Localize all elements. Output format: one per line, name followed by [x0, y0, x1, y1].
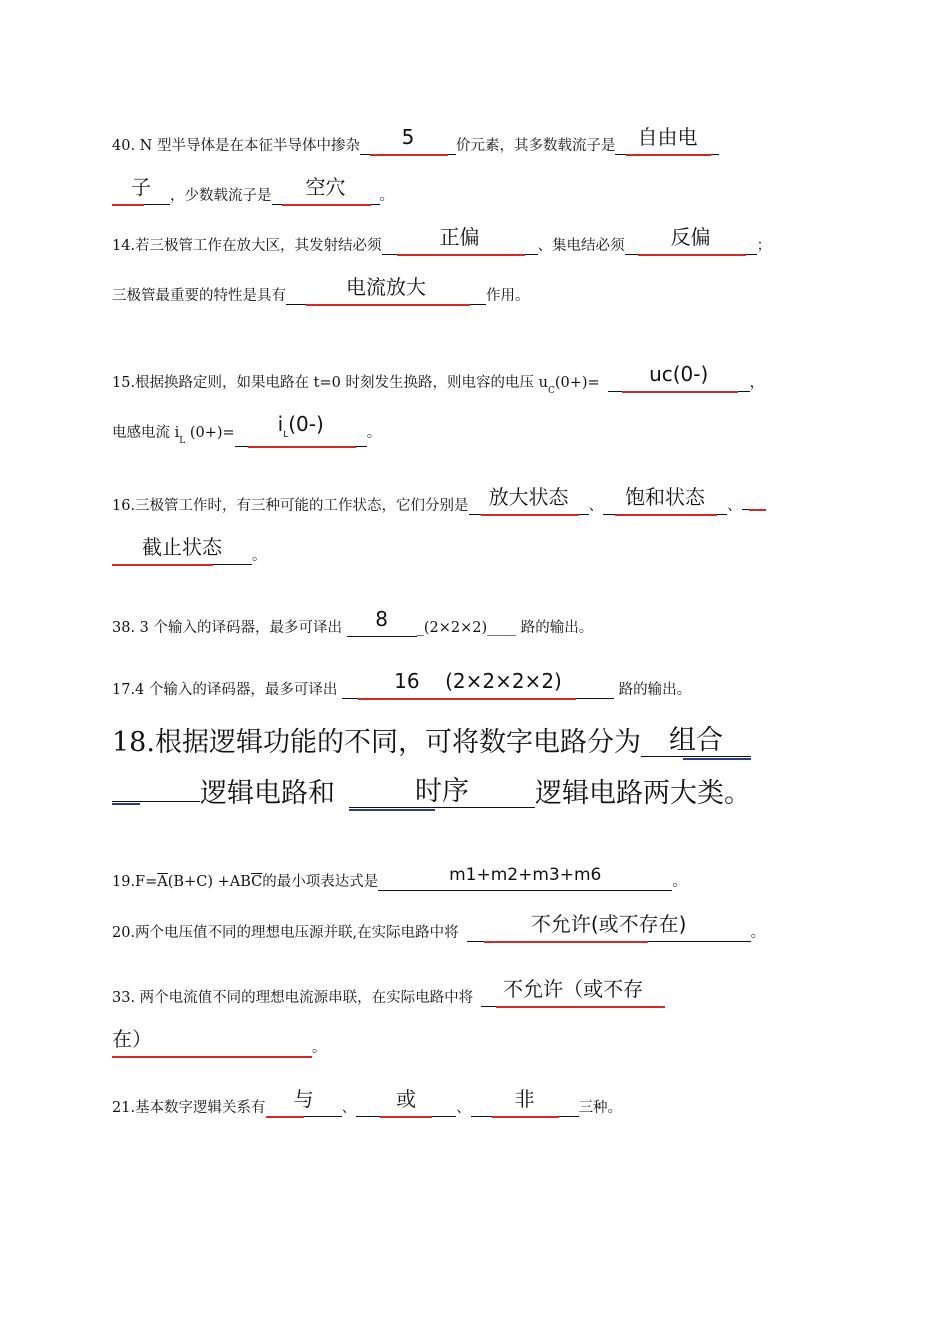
answer-blank: 正偏 — [382, 233, 538, 255]
answer-blank — [112, 801, 200, 802]
question-19: $19.F=\overline{A}(B+C) +AB\overline{C}$的最小项表达式是 m1+m2+m3+m6 。 — [112, 865, 687, 890]
question-15-line2: 电感电流 $i_L$ $(0+)= i_L(0-)$ 。 — [112, 412, 382, 446]
answer-blank: 空穴 — [272, 183, 380, 205]
question-20: 20.两个电压值不同的理想电压源并联,在实际电路中将 不允许(或不存在) 。 — [112, 912, 766, 941]
answer-blank: uc(0-) — [608, 370, 750, 392]
question-40-line2: 子 ，少数载流子是 空穴 。 — [112, 183, 394, 205]
answer-blank: 不允许（或不存 — [481, 985, 665, 1007]
answer-blank: 不允许(或不存在) — [467, 920, 751, 942]
question-18-line2: 逻辑电路和 时序 逻辑电路两大类。 — [112, 780, 751, 808]
answer-blank: 8 — [347, 615, 417, 637]
answer-blank: $i_L(0-)$ — [235, 420, 367, 447]
answer-blank: 在） — [112, 1035, 312, 1057]
answer-blank: 截止状态 — [112, 543, 252, 565]
answer-blank: 自由电 — [615, 133, 719, 155]
question-16-line2: 截止状态 。 — [112, 543, 267, 565]
question-21: 21.基本数字逻辑关系有 与 、 或 、 非 三种。 — [112, 1087, 623, 1116]
answer-blank: 时序 — [349, 780, 535, 808]
answer-blank: 16 (2×2×2×2) — [342, 677, 614, 699]
answer-blank: 5 — [360, 133, 456, 155]
question-38: 38. 3 个输入的译码器，最多可译出 8 _(2×2×2)____ 路的输出。 — [112, 607, 594, 636]
question-33-line1: 33. 两个电流值不同的理想电流源串联，在实际电路中将 不允许（或不存 — [112, 985, 665, 1007]
question-17: 17.4 个输入的译码器，最多可译出 16 (2×2×2×2) 路的输出。 — [112, 669, 692, 698]
answer-blank: 与 — [266, 1095, 342, 1117]
answer-blank: 非 — [471, 1095, 579, 1117]
question-14-line1: 14.若三极管工作在放大区，其发射结必须 正偏 、集电结必须 反偏 ； — [112, 225, 772, 254]
answer-blank: 子 — [112, 183, 170, 205]
answer-blank: 组合 — [641, 729, 751, 757]
question-15-line1: 15.根据换路定则，如果电路在 t=0 时刻发生换路，则电容的电压 $u_C(0+)= uc(0-)$ ， — [112, 362, 765, 396]
answer-blank: 或 — [356, 1095, 456, 1117]
question-40-line1: 40. N 型半导体是在本征半导体中掺杂 5 价元素，其多数载流子是 自由电 — [112, 133, 719, 155]
question-18-line1: 18.根据逻辑功能的不同，可将数字电路分为 组合 — [112, 729, 751, 757]
question-33-line2: 在） 。 — [112, 1027, 327, 1056]
answer-blank — [742, 509, 766, 510]
answer-blank: 放大状态 — [469, 493, 589, 515]
answer-blank: 饱和状态 — [603, 493, 727, 515]
answer-blank: 电流放大 — [286, 283, 486, 305]
answer-blank: m1+m2+m3+m6 — [378, 873, 672, 891]
answer-blank: 反偏 — [625, 233, 757, 255]
question-14-line2: 三极管最重要的特性是具有 电流放大 作用。 — [112, 275, 530, 304]
question-16-line1: 16.三极管工作时，有三种可能的工作状态，它们分别是 放大状态 、 饱和状态 、 — [112, 493, 766, 515]
